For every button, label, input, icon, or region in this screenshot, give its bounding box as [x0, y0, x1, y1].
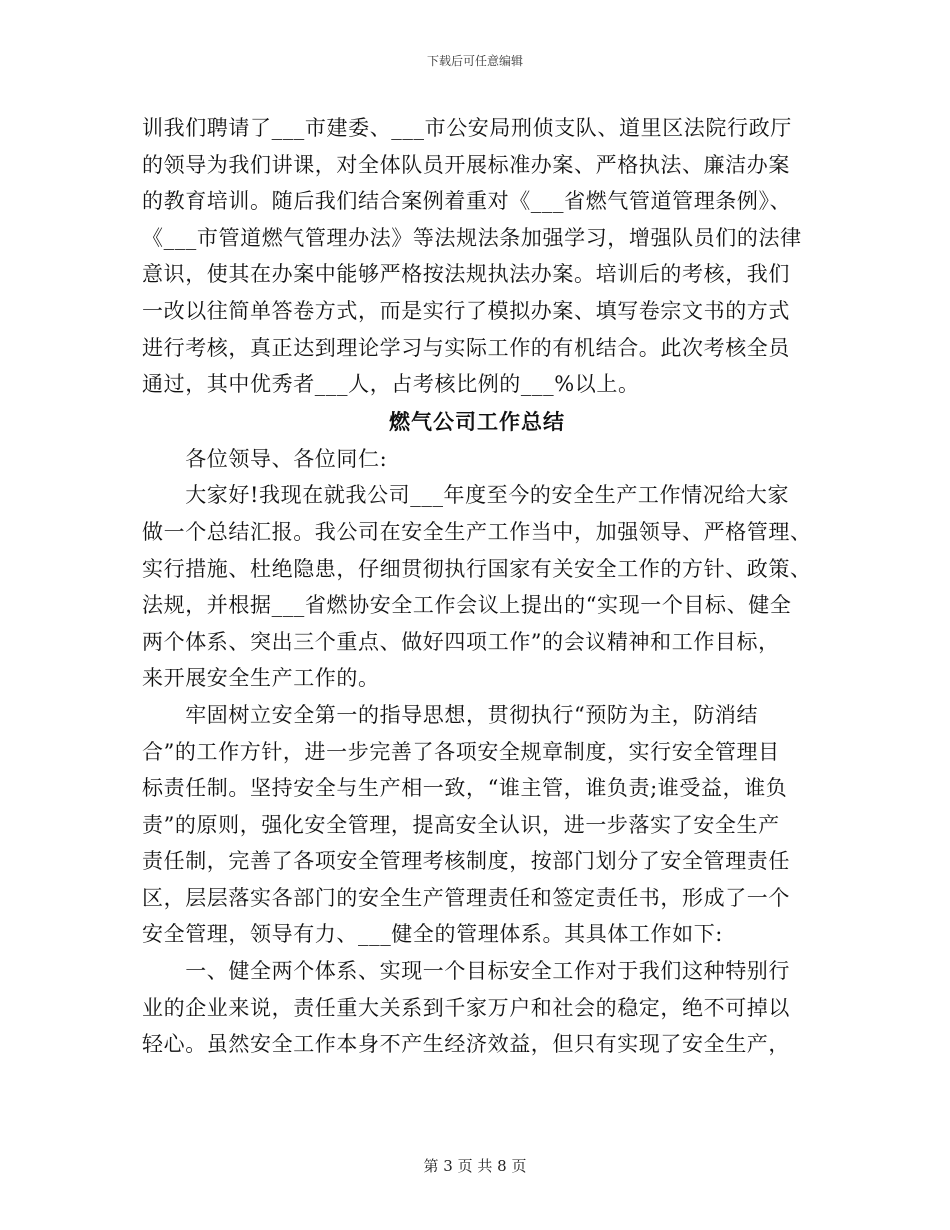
text-line: 合”的工作方针，进一步完善了各项安全规章制度，实行安全管理目 [142, 739, 780, 764]
text-line: 的领导为我们讲课，对全体队员开展标准办案、严格执法、廉洁办案 [142, 152, 790, 177]
text-line: 牢固树立安全第一的指导思想，贯彻执行“预防为主，防消结 [142, 702, 759, 727]
text-line: 标责任制。坚持安全与生产相一致，“谁主管，谁负责;谁受益，谁负 [142, 776, 788, 801]
salutation: 各位领导、各位同仁: [142, 446, 388, 471]
paragraph-1 [142, 477, 812, 697]
text-line: 来开展安全生产工作的。 [142, 666, 380, 691]
text-line: 的教育培训。随后我们结合案例着重对《___省燃气管道管理条例》、 [142, 189, 792, 214]
page-footer: 第 3 页 共 8 页 [423, 1157, 527, 1175]
section-title: 燃气公司工作总结 [389, 408, 565, 434]
text-line: 通过，其中优秀者___人，占考核比例的___%以上。 [142, 372, 640, 397]
text-line: 责”的原则，强化安全管理，提高安全认识，进一步落实了安全生产 [142, 812, 780, 837]
text-line: 轻心。虽然安全工作本身不产生经济效益，但只有实现了安全生产， [142, 1032, 790, 1057]
text-line: 两个体系、突出三个重点、做好四项工作”的会议精神和工作目标， [142, 629, 780, 654]
text-line: 一改以往简单答卷方式，而是实行了模拟办案、填写卷宗文书的方式 [142, 298, 790, 323]
text-line: 进行考核，真正达到理论学习与实际工作的有机结合。此次考核全员 [142, 335, 790, 360]
paragraph-2 [142, 697, 812, 953]
text-line: 责任制，完善了各项安全管理考核制度，按部门划分了安全管理责任 [142, 849, 790, 874]
continued-paragraph [142, 110, 812, 403]
document-body [142, 110, 812, 1063]
text-line: 《___市管道燃气管理办法》等法规法条加强学习，增强队员们的法律 [142, 225, 802, 250]
text-line: 大家好!我现在就我公司___年度至今的安全生产工作情况给大家 [142, 483, 790, 508]
text-line: 安全管理，领导有力、___健全的管理体系。其具体工作如下: [142, 922, 723, 947]
text-line: 意识，使其在办案中能够严格按法规执法办案。培训后的考核，我们 [142, 262, 790, 287]
text-line: 一、健全两个体系、实现一个目标安全工作对于我们这种特别行 [142, 959, 790, 984]
text-line: 法规，并根据___省燃协安全工作会议上提出的“实现一个目标、健全 [142, 593, 792, 618]
text-line: 业的企业来说，责任重大关系到千家万户和社会的稳定，绝不可掉以 [142, 995, 790, 1020]
text-line: 训我们聘请了___市建委、___市公安局刑侦支队、道里区法院行政厅 [142, 116, 792, 140]
text-line: 做一个总结汇报。我公司在安全生产工作当中，加强领导、严格管理、 [142, 519, 812, 544]
text-line: 区，层层落实各部门的安全生产管理责任和签定责任书，形成了一个 [142, 885, 790, 910]
paragraph-3 [142, 953, 812, 1063]
page-header: 下载后可任意编辑 [426, 54, 523, 68]
text-line: 实行措施、杜绝隐患，仔细贯彻执行国家有关安全工作的方针、政策、 [142, 556, 812, 581]
